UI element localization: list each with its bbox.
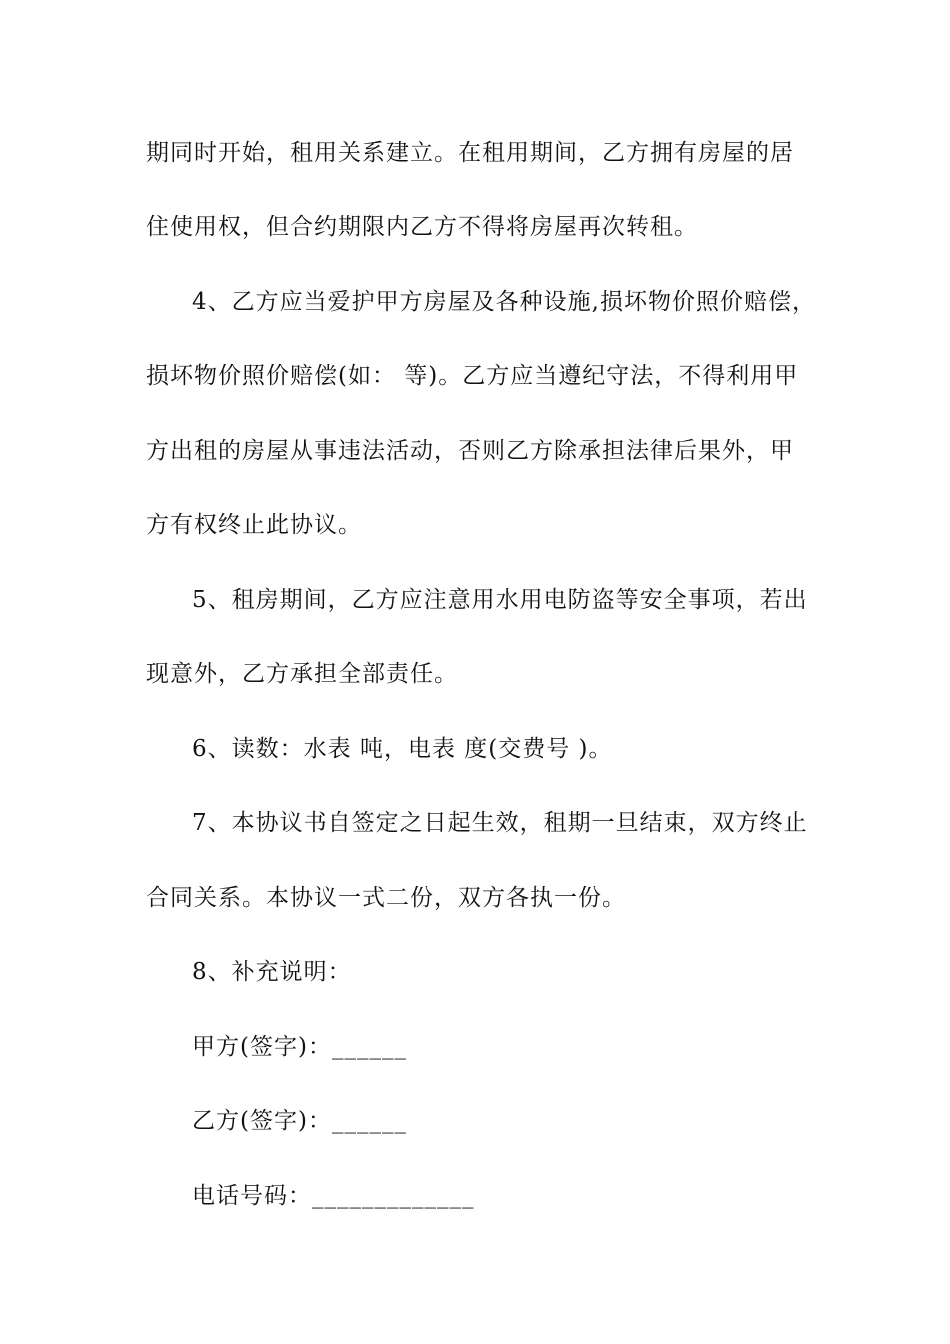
paragraph-line: 方有权终止此协议。 <box>146 512 362 538</box>
clause-5-line: 5、租房期间，乙方应注意用水用电防盗等安全事项，若出 <box>192 587 808 613</box>
clause-6-line: 6、读数：水表 吨，电表 度(交费号 )。 <box>192 736 613 762</box>
paragraph-line: 损坏物价照价赔偿(如： 等)。乙方应当遵纪守法，不得利用甲 <box>146 363 799 389</box>
clause-4-line: 4、乙方应当爱护甲方房屋及各种设施,损坏物价照价赔偿， <box>192 289 816 315</box>
paragraph-line: 期同时开始，租用关系建立。在租用期间，乙方拥有房屋的居 <box>146 140 794 166</box>
party-a-signature-line: 甲方(签字)：______ <box>192 1034 407 1060</box>
clause-8-line: 8、补充说明： <box>192 959 352 985</box>
paragraph-line: 住使用权，但合约期限内乙方不得将房屋再次转租。 <box>146 214 698 240</box>
clause-7-line: 7、本协议书自签定之日起生效，租期一旦结束，双方终止 <box>192 810 808 836</box>
phone-number-line: 电话号码：_____________ <box>192 1183 475 1209</box>
paragraph-line: 方出租的房屋从事违法活动，否则乙方除承担法律后果外，甲 <box>146 438 794 464</box>
paragraph-line: 现意外，乙方承担全部责任。 <box>146 661 458 687</box>
paragraph-line: 合同关系。本协议一式二份，双方各执一份。 <box>146 885 626 911</box>
party-b-signature-line: 乙方(签字)：______ <box>192 1108 407 1134</box>
